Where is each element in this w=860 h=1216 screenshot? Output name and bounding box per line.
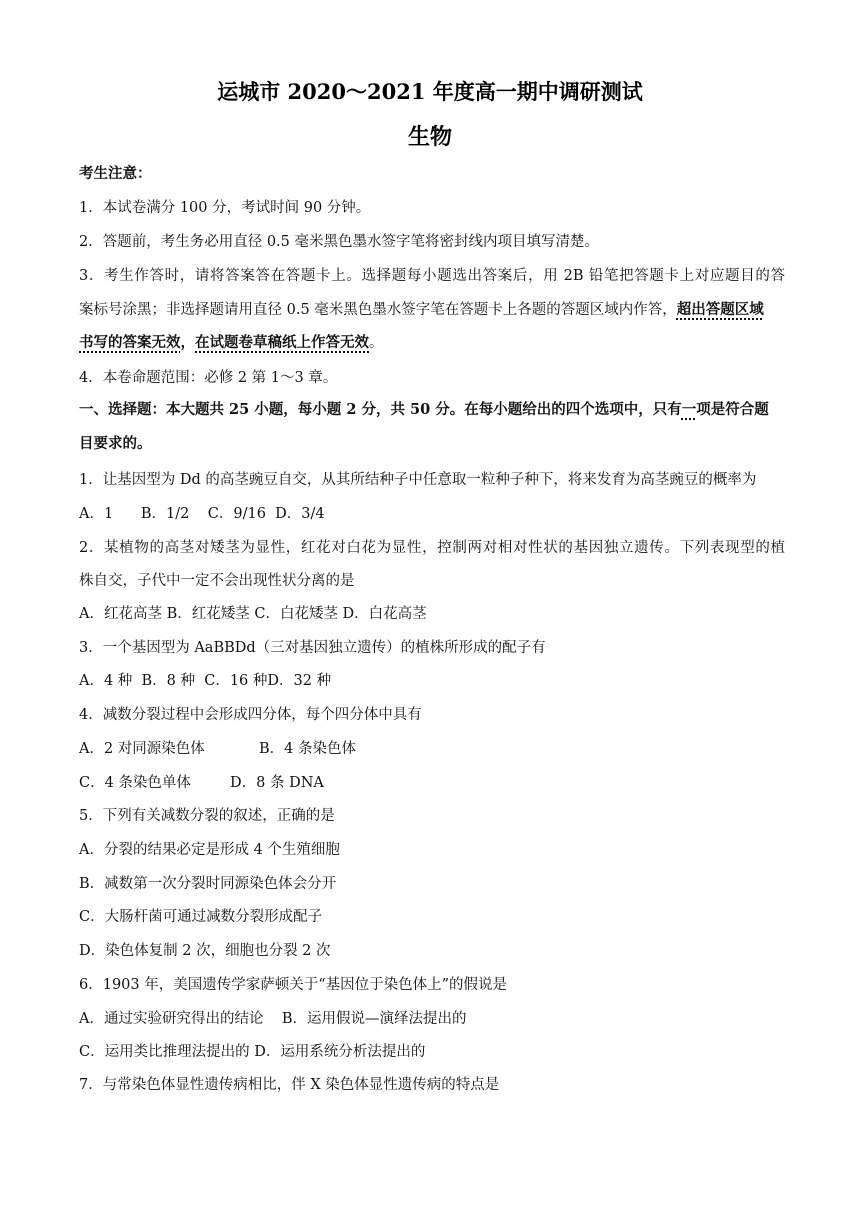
question-2-line1: 2．某植物的高茎对矮茎为显性，红花对白花为显性，控制两对相对性状的基因独立遗传。下列表现型的植 [79, 540, 785, 556]
subject-title: 生物 [407, 124, 452, 150]
notice-separator: ， [180, 334, 195, 351]
question-4-option-c: C．4 条染色单体 [79, 775, 191, 791]
section1-emphasis: 一 [681, 401, 697, 418]
question-6: 6．1903 年，美国遗传学家萨顿关于“基因位于染色体上”的假说是 [79, 977, 508, 993]
notice-item-3-line1: 3．考生作答时，请将答案答在答题卡上。选择题每小题选出答案后，用 2B 铅笔把答题卡上对应题目的答 [79, 268, 785, 284]
question-3-options: A．4 种 B．8 种 C．16 种D．32 种 [79, 673, 332, 689]
section1-instructions-line2: 目要求的。 [79, 435, 152, 452]
notice-item-3-line2 [79, 300, 785, 320]
exam-title: 运城市 2020～2021 年度高一期中调研测试 [217, 79, 643, 104]
section1-instructions-line1 [79, 400, 785, 420]
question-3: 3．一个基因型为 AaBBDd（三对基因独立遗传）的植株所形成的配子有 [79, 640, 546, 656]
question-6-options-ab: A．通过实验研究得出的结论 B．运用假说—演绎法提出的 [79, 1011, 467, 1027]
question-7: 7．与常染色体显性遗传病相比，伴 X 染色体显性遗传病的特点是 [79, 1077, 500, 1093]
question-4-option-a: A．2 对同源染色体 [79, 741, 205, 757]
notice-heading: 考生注意： [79, 165, 152, 182]
question-4-options-ab [79, 739, 785, 759]
question-1-options: A．1 B．1/2 C．9/16 D．3/4 [79, 506, 325, 522]
question-5-option-d: D．染色体复制 2 次，细胞也分裂 2 次 [79, 943, 331, 959]
question-4-option-d: D．8 条 DNA [230, 775, 324, 791]
question-4: 4．减数分裂过程中会形成四分体，每个四分体中具有 [79, 707, 422, 723]
question-5-option-a: A．分裂的结果必定是形成 4 个生殖细胞 [79, 842, 340, 858]
notice-item-1: 1．本试卷满分 100 分，考试时间 90 分钟。 [79, 200, 371, 216]
question-2-line2: 株自交，子代中一定不会出现性状分离的是 [79, 573, 355, 589]
question-4-option-b: B．4 条染色体 [259, 741, 356, 757]
notice-item-3-line2-text: 案标号涂黑；非选择题请用直径 0.5 毫米黑色墨水签字笔在答题卡上各题的答题区域内作答， [79, 302, 677, 318]
notice-emphasis-3: 在试题卷草稿纸上作答无效 [195, 334, 369, 351]
notice-item-3-line3 [79, 333, 785, 353]
notice-end: 。 [369, 335, 384, 351]
notice-emphasis-2: 书写的答案无效 [79, 334, 181, 351]
question-5: 5．下列有关减数分裂的叙述，正确的是 [79, 808, 335, 824]
question-2-options: A．红花高茎 B．红花矮茎 C．白花矮茎 D．白花高茎 [79, 606, 427, 622]
question-1: 1．让基因型为 Dd 的高茎豌豆自交，从其所结种子中任意取一粒种子种下，将来发育为高茎豌豆的概率为 [79, 472, 757, 488]
section1-text-end: 项是符合题 [696, 401, 769, 418]
question-5-option-c: C．大肠杆菌可通过减数分裂形成配子 [79, 909, 323, 925]
notice-item-2: 2．答题前，考生务必用直径 0.5 毫米黑色墨水签字笔将密封线内项目填写清楚。 [79, 234, 600, 250]
section1-text: 一、选择题：本大题共 25 小题，每小题 2 分，共 50 分。在每小题给出的四个选项中，只有 [79, 401, 682, 418]
question-4-options-cd [79, 773, 785, 793]
notice-item-4: 4．本卷命题范围：必修 2 第 1～3 章。 [79, 370, 338, 386]
notice-emphasis-1: 超出答题区域 [676, 301, 764, 318]
question-5-option-b: B．减数第一次分裂时同源染色体会分开 [79, 876, 337, 892]
question-6-options-cd: C．运用类比推理法提出的 D．运用系统分析法提出的 [79, 1044, 426, 1060]
